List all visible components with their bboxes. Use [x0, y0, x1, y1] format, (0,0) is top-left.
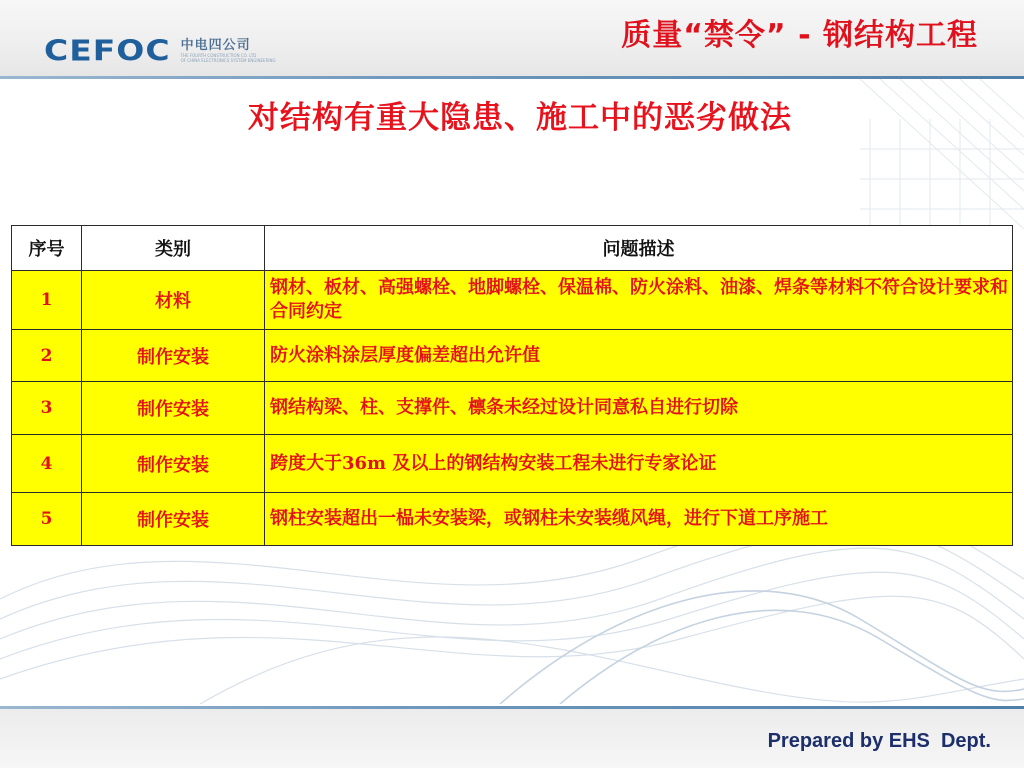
row-description: 钢结构梁、柱、支撑件、檩条未经过设计同意私自进行切除: [265, 382, 1013, 435]
logo-text-block: [181, 38, 276, 63]
logo-english-line-1: THE FOURTH CONSTRUCTION CO. LTD: [180, 53, 257, 58]
row-number: 3: [12, 382, 82, 435]
row-description: 跨度大于36m 及以上的钢结构安装工程未进行专家论证: [265, 435, 1013, 493]
row-number: 5: [12, 493, 82, 546]
company-logo: [44, 34, 276, 67]
row-category: 制作安装: [82, 435, 265, 493]
row-description: 钢材、板材、高强螺栓、地脚螺栓、保温棉、防火涂料、油漆、焊条等材料不符合设计要求和合同约定: [265, 271, 1013, 330]
table-row: [12, 493, 1013, 546]
row-description: 钢柱安装超出一榀未安装梁，或钢柱未安装缆风绳，进行下道工序施工: [265, 493, 1013, 546]
header-category: 类别: [82, 226, 265, 271]
slide-title: 质量“禁令” - 钢结构工程: [621, 18, 978, 53]
table-row: [12, 330, 1013, 382]
row-category: 制作安装: [82, 330, 265, 382]
footer-credit: Prepared by EHS Dept.: [767, 730, 991, 752]
table-row: [12, 435, 1013, 493]
row-category: 制作安装: [82, 493, 265, 546]
header-bar: [0, 0, 1024, 76]
table-row: [12, 382, 1013, 435]
section-subtitle: 对结构有重大隐患、施工中的恶劣做法: [248, 100, 792, 136]
logo-company-name: 中电四公司: [180, 38, 251, 53]
row-number: 4: [12, 435, 82, 493]
row-description: 防火涂料涂层厚度偏差超出允许值: [265, 330, 1013, 382]
header-no: 序号: [12, 226, 82, 271]
logo-mark: CEFOC: [44, 33, 171, 68]
table-row: [12, 271, 1013, 330]
row-number: 2: [12, 330, 82, 382]
logo-english-line-2: OF CHINA ELECTRONICS SYSTEM ENGINEERING: [180, 58, 276, 63]
issue-table: [11, 225, 1013, 546]
header-description: 问题描述: [265, 226, 1013, 271]
row-category: 制作安装: [82, 382, 265, 435]
row-category: 材料: [82, 271, 265, 330]
table-header-row: [12, 226, 1013, 271]
row-number: 1: [12, 271, 82, 330]
